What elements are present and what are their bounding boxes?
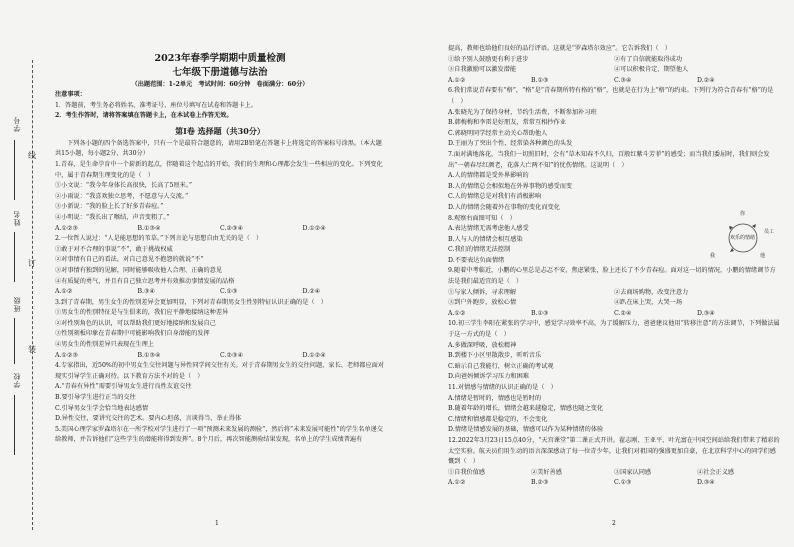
question-stem: 9.随着中考临近，小鹏的心里总是忐忑不安，焦虑紧张，脸上还长了不少青春痘。面对这一切的情况，小鹏的情绪调节方法是我们最适宜的是（ ） — [448, 267, 776, 286]
option-a: A.表达情绪无需考虑他人感受 — [448, 225, 529, 233]
option-d: D.不要表达负面情绪 — [448, 256, 505, 264]
option-b: B.②③ — [531, 479, 549, 487]
statement: ①小文说：“我今年身体长高很快，长高了5厘米。” — [55, 182, 193, 190]
exam-title: 2023年春季学期期中质量检测 — [154, 53, 286, 64]
answer-options — [55, 224, 385, 235]
exam-meta: （出题范围：1-2单元 考试时间：60分钟 卷面满分：60分） — [131, 81, 309, 88]
option-b: B.韩梅梅和李雷是好朋友，常常互相抄作业 — [448, 119, 566, 127]
section-intro: 下列各小题的四个备选答案中，只有一个是最符合题意的，请用2B铅笔在答题卡上将选定的答案标号涂黑。（本大题共15小题，每小题2分，共30分） — [55, 139, 382, 158]
note-item: 1．答题前，考生务必将姓名、准考证号、座位号填写在试卷和答题卡上。 — [55, 101, 257, 109]
question-stem: 2.一位哲人说过：“人是能思想的苇草。”下列言论与思想自由无关的是（ ） — [55, 235, 263, 243]
statement: ④可以积极肯定、期望他人 — [614, 66, 689, 74]
option-c: C.②③④ — [220, 224, 244, 232]
option-a: A.①②③ — [55, 351, 79, 359]
question-4 — [55, 361, 385, 425]
statement: ①给予别人鼓励更有利于进步 — [448, 55, 529, 63]
school-line — [14, 395, 15, 455]
option-c: C.情绪和情感都是稳定的，不会变化 — [448, 415, 548, 423]
option-b: B.①③④ — [137, 351, 161, 359]
question-stem: 11.对情感与情绪的认识正确的是（ ） — [448, 384, 557, 391]
gutter-label-class: 班级 — [13, 296, 21, 312]
seal-mark-install: 装 — [28, 345, 36, 354]
statement: ③到户外跑步，放松心情 — [448, 299, 517, 307]
statement: ②有了自信就能取得成功 — [614, 55, 683, 63]
option-b: B.①③ — [531, 76, 549, 84]
option-d: D.异性交往，要讲究交往的艺术。要内心坦荡、言谈得当、举止得体 — [55, 415, 242, 423]
option-c: C.郭晓明同学经常主动关心帮助他人 — [448, 129, 548, 137]
statement: ④小明说：“我长出了喉结，声音变粗了。” — [55, 213, 170, 221]
statement: ③国家认同感 — [614, 468, 652, 476]
question-stem: 8.观察右面图可知（ ） — [448, 214, 516, 222]
option-a: A.张晓光为了保持身材，节约生活费，不断参加补习班 — [448, 108, 597, 116]
option-d: D.情绪是情感发展的基础，情感可以作为某种情绪的体验 — [448, 426, 604, 434]
answer-options — [448, 76, 780, 87]
option-b: B.③④ — [137, 288, 156, 296]
statement: ④社会正义感 — [697, 468, 735, 476]
left-column — [55, 44, 385, 446]
exam-subtitle: 七年级下册道德与法治 — [172, 67, 268, 78]
option-d: D.王丽为了突出个性，经常染各种颜色的头发 — [448, 140, 573, 148]
statement-row — [448, 298, 780, 309]
statement-row — [448, 65, 780, 76]
statement: ③对事情有独到的见解，同时能够吸收他人合理、正确的意见 — [55, 266, 223, 274]
question-stem: 1.青春，是生命孕育中一个崭新的起点，伴随着这个起点的开始，我们的生理和心理都会发生一些相应的变化。下列变化中，属于青春期生理变化的是（ ） — [55, 160, 383, 179]
option-a: A.①②③ — [55, 224, 79, 232]
name-line — [14, 232, 15, 282]
diagram-label: 员工 — [764, 229, 775, 235]
option-c: C.人的情绪总是对我们有消极影响 — [448, 193, 542, 201]
right-column — [448, 44, 780, 489]
option-b: B.要引导学生进行正当的交往 — [55, 394, 136, 402]
statement: ④有质疑的勇气，并且有自己独立思考并有效推动事情发展的品格 — [55, 277, 235, 285]
statement: ①敢于对不合理的事说“不”，敢于挑战权威 — [55, 245, 173, 253]
option-d: D.②④ — [697, 76, 715, 84]
statement-row — [448, 55, 780, 66]
option-d: D.①②④ — [302, 351, 326, 359]
answer-options — [448, 478, 780, 489]
option-d: D.①②④ — [302, 224, 326, 232]
question-5 — [55, 425, 385, 446]
question-9 — [448, 266, 780, 319]
option-c: C.③④ — [614, 76, 632, 84]
option-b: B.人的情绪总会相似地在外界事物的感受而变 — [448, 182, 573, 190]
answer-options — [55, 287, 385, 298]
question-7 — [448, 150, 780, 214]
statement: ②去商场购物，改变注意力 — [614, 288, 689, 296]
notes-heading: 注意事项： — [55, 91, 86, 98]
statement: ③自我激励可以激发潜能 — [448, 66, 517, 74]
option-d: D.②④ — [302, 288, 321, 296]
statement: ④男女生的性别差异只表现在生理上 — [55, 341, 154, 349]
question-2 — [55, 234, 385, 298]
statement: ①男女生的性别特征是与生俱来的，我们应平静地接纳这种差异 — [55, 309, 229, 317]
diagram-label: 你 — [740, 211, 746, 217]
seal-mark-line: 线 — [28, 151, 36, 160]
option-a: A.人的情绪都是受外界影响的 — [448, 172, 529, 180]
question-stem: 6.我们常说青春要有“格”，“格”是“青春期所特有格的“格”，也就是在行为上“格”的约束。下列行为符合青春有“格”的是（ ） — [448, 87, 774, 105]
statement: ②美好善感 — [531, 468, 562, 476]
question-stem: 12.2022年3月23日15点40分，“天宫课堂”第二课正式开讲。翟志刚、王亚平、叶光富在中国空间站给我们带来了精彩的太空实验。航天员们用生动的语言深深感动了每一位青少年，让我们对祖国的强盛更加自豪，在北京科学中心的同学们感慨到（ ） — [448, 436, 780, 466]
question-6 — [448, 86, 780, 150]
statement-row — [448, 288, 780, 299]
question-stem: 提高，教师也给他们良好的品行评语。这就是“罗森塔尔效应”。它告诉我们（ ） — [448, 45, 671, 52]
question-stem: 3.到了青春期，男生女生的性别差异会更加明显，下列对青春期男女生性别特征认识正确的是（ ） — [55, 298, 327, 306]
option-b: B.人与人的情绪会相互感染 — [448, 235, 523, 243]
option-c: C.②③④ — [220, 351, 244, 359]
statement: ①自我价值感 — [448, 468, 486, 476]
gutter-label-student-id: 学号 — [13, 116, 21, 132]
option-b: B.随着年龄的增长，情绪会越来越稳定，情感也随之变化 — [448, 405, 604, 413]
option-d: D.③④ — [697, 479, 715, 487]
option-b: B.①③ — [531, 309, 549, 317]
statement: ②小雨说：“我喜欢独立思考，不愿意与人交流。” — [55, 192, 189, 200]
emotion-contagion-diagram — [708, 208, 778, 266]
gutter-label-name: 姓名 — [13, 210, 21, 226]
statement: ③小新说：“我的脸上长了好多青春痘。” — [55, 203, 164, 211]
option-a: A.多做深呼吸，放松精神 — [448, 341, 517, 349]
option-a: A.①② — [448, 479, 466, 487]
page-number: 1 — [215, 520, 219, 527]
question-8 — [448, 214, 698, 267]
gutter-label-school: 学校 — [13, 372, 21, 388]
seal-mark-bind: 订 — [28, 259, 36, 268]
page-number: 2 — [612, 520, 616, 527]
note-item: 2．考生作答时，请将答案填在答题卡上，在本试卷上作答无效。 — [55, 112, 233, 120]
class-line — [14, 318, 15, 364]
option-c: C.①③ — [220, 288, 238, 296]
option-c: C.我们的情绪无法控制 — [448, 246, 511, 254]
question-stem: 5.美国心理学家罗森塔尔在一所学校对学生进行了一项“预测未来发展的测验”，然后将“未来发展可能性”的学生名单递交给教师，并告诉他们“这些学生的潜能将得到发挥”。8个月后，再次智能测验结果发现，名单上的学生成绩普遍有 — [55, 425, 383, 444]
option-c: C.暗示自己我能行，树立正确的考试观 — [448, 362, 554, 370]
statement: ③性别刻板印象在青春期中可能影响我们自身潜能的发挥 — [55, 330, 210, 338]
question-12 — [448, 436, 780, 489]
option-b: B.①③④ — [137, 224, 161, 232]
answer-options — [448, 309, 780, 320]
diagram-center-label: 欢乐的情绪 — [730, 235, 756, 241]
question-10 — [448, 319, 780, 383]
option-d: D.③④ — [697, 309, 715, 317]
statement: ④趴在床上哭，大哭一场 — [614, 299, 683, 307]
option-c: C.①③ — [614, 479, 632, 487]
option-a: A.①② — [448, 309, 466, 317]
option-c: C.②④ — [614, 309, 632, 317]
question-5-continued — [448, 44, 780, 86]
question-1 — [55, 160, 385, 234]
option-d: D.向爸妈倾诉学习压力和困难 — [448, 373, 529, 381]
option-a: A.情绪是暂时的，情感也是暂时的 — [448, 394, 542, 402]
option-c: C.引导男女生学会恰当地表达感情 — [55, 404, 149, 412]
statement: ①与家人倾诉，寻求理解 — [448, 288, 517, 296]
student-id-line — [14, 140, 15, 200]
statement: ②对事情有自己的看法，对自己意见不抱怨的就说“不” — [55, 256, 204, 264]
question-11 — [448, 383, 780, 436]
option-b: B.到楼下小区里散散步，听听音乐 — [448, 352, 542, 360]
statement-row — [448, 468, 780, 479]
binding-gutter — [0, 0, 46, 547]
question-stem: 10.初三学生李阳在紧张的学习中，感觉学习效率不高，为了缓解压力，爸爸建议他用“转移注意”的方法调节，下列做法属于这一方式的是（ ） — [448, 320, 780, 339]
option-a: A.“青春有异性”需要引导男女生进行良性友谊交往 — [55, 383, 192, 391]
statement: ②对性别角色的认识，可以帮助我们更好地接纳和发展自己 — [55, 319, 216, 327]
option-a: A.①② — [55, 288, 73, 296]
question-3 — [55, 298, 385, 362]
answer-options — [55, 351, 385, 362]
cut-line — [32, 60, 33, 530]
diagram-label: 他 — [760, 253, 766, 259]
option-d: D.人的情绪会随着外在事物的变化而变化 — [448, 203, 560, 211]
option-a: A.①② — [448, 76, 466, 84]
section-title: 第Ⅰ卷 选择题（共30分） — [175, 125, 265, 136]
question-stem: 4.专家指出，近50%的初中男女生交往问题与异性同学间交往有关。对于青春期男女生的交往问题，家长、老师都应面对现实引导学生正确对待。以下教育方法不对的是（ ） — [55, 362, 385, 380]
diagram-label: 我 — [710, 253, 716, 259]
question-stem: 7.面对满地落花，当我们一切照旧时，会有“草木知春不久归，百般红紫斗芳菲”的感受；而当我们委屈时，我们则会发出“一朝春尽红颜老，花落人亡两不知”的忧伤情绪。这说明（ ） — [448, 150, 770, 169]
